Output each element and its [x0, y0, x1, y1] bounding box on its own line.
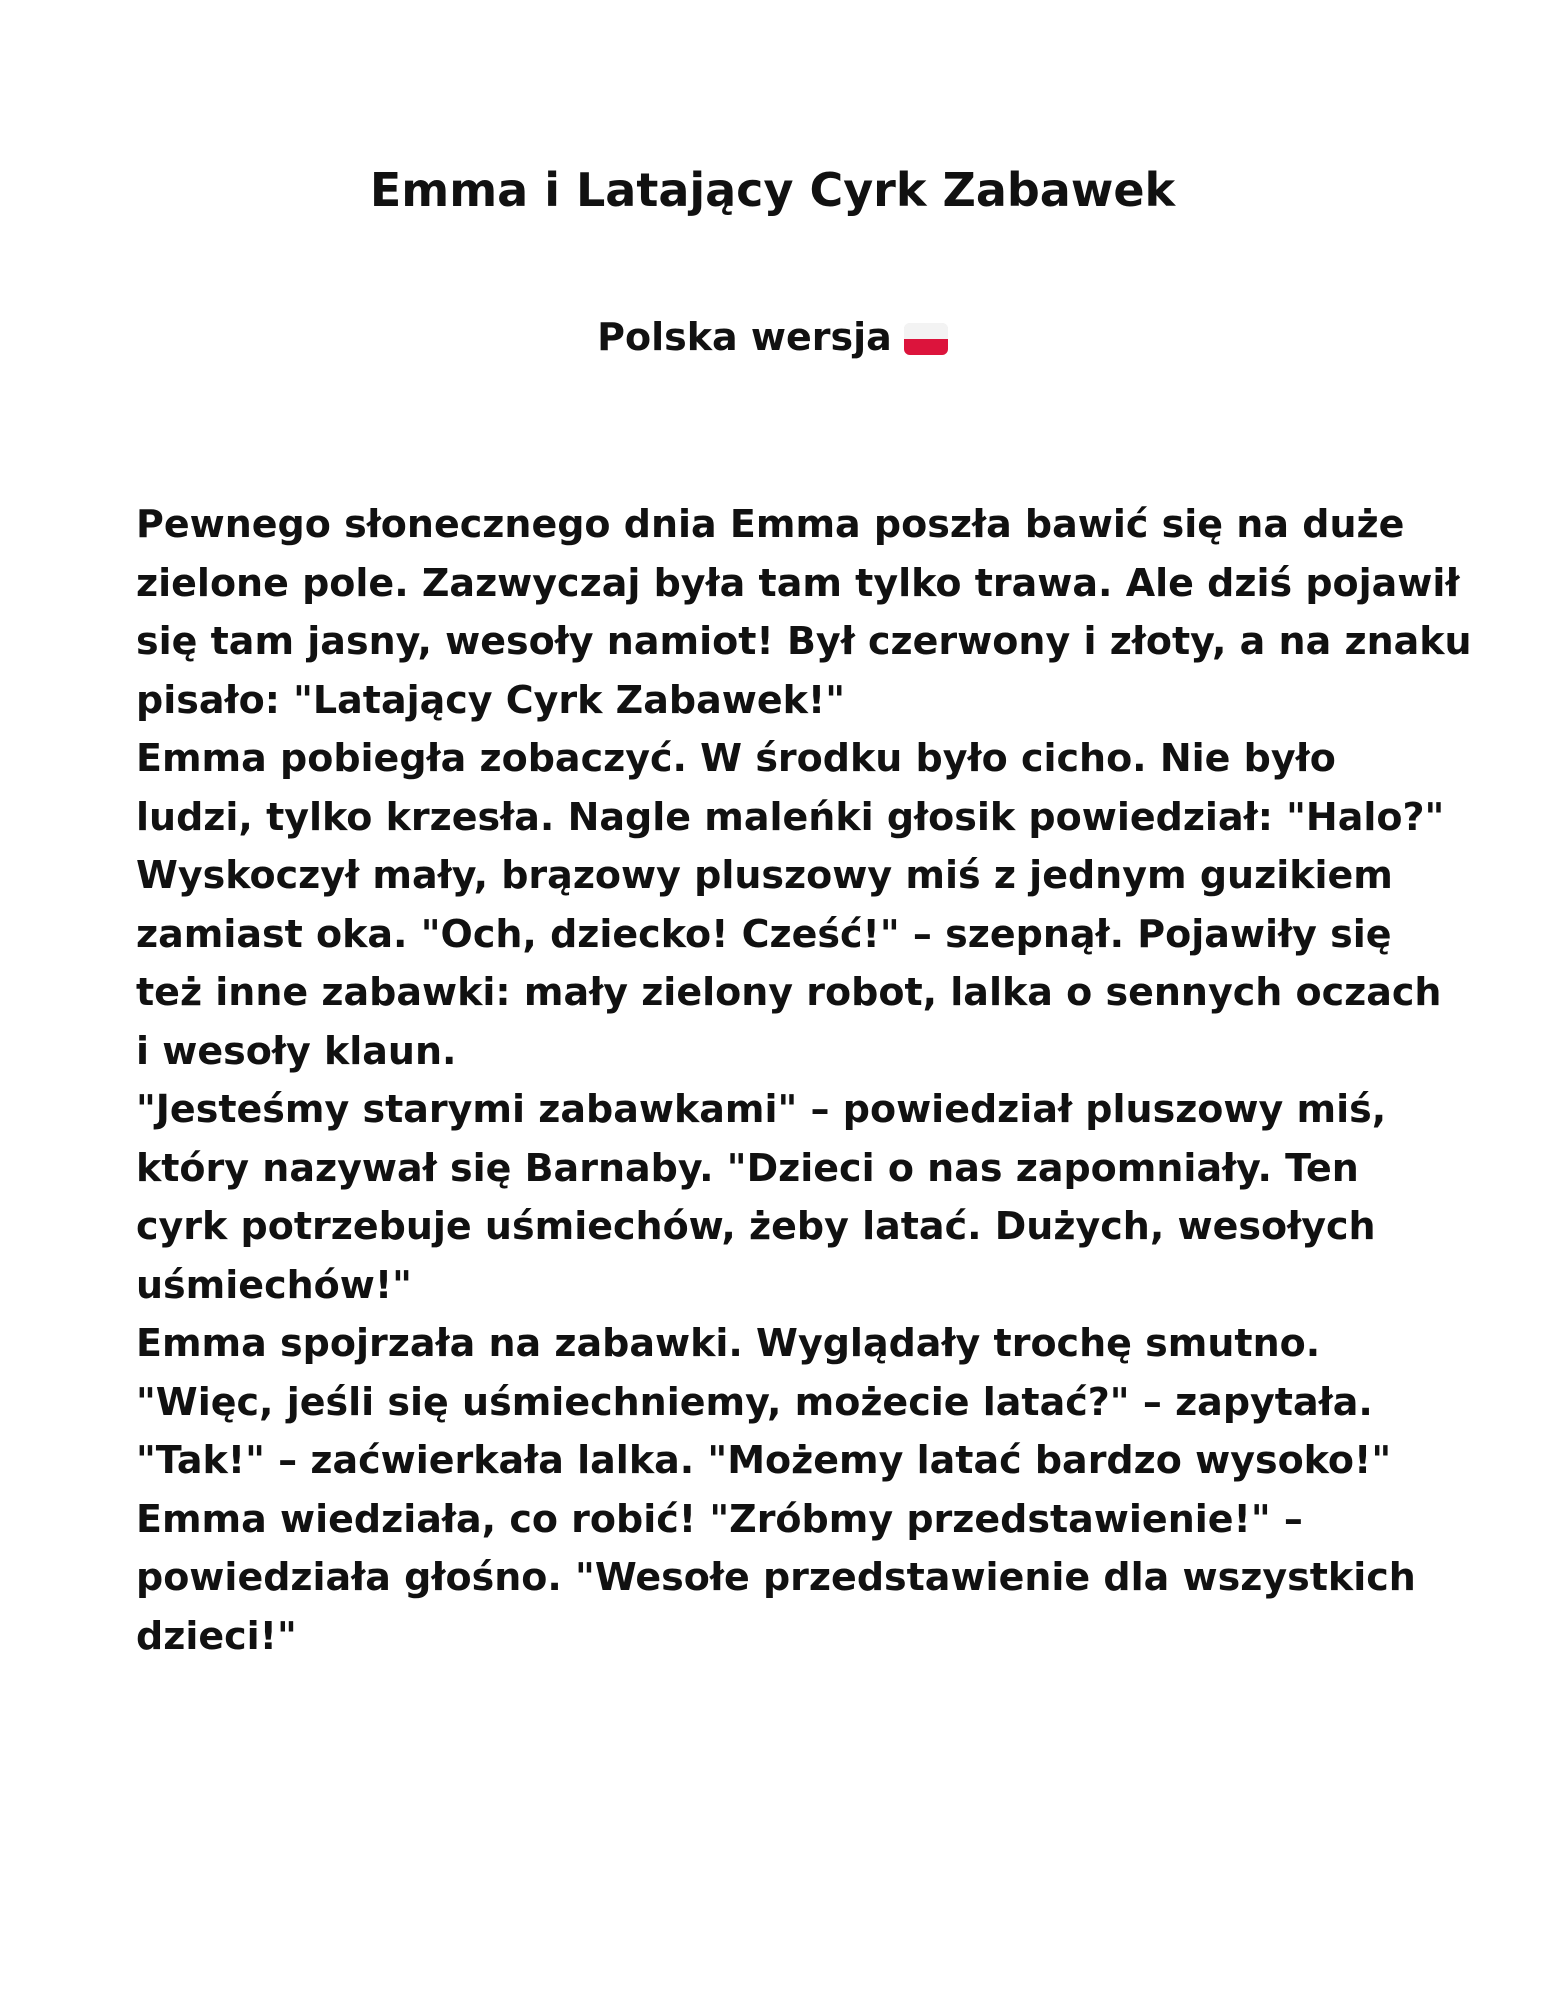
story-line: "Jesteśmy starymi zabawkami" – powiedział pluszowy miś,	[136, 1087, 1387, 1131]
story-line: Emma spojrzała na zabawki. Wyglądały trochę smutno.	[136, 1321, 1321, 1365]
poland-flag-icon	[904, 323, 948, 355]
story-line: zamiast oka. "Och, dziecko! Cześć!" – szepnął. Pojawiły się	[136, 911, 1392, 956]
document-subtitle	[0, 312, 1545, 362]
story-line: i wesoły klaun.	[136, 1028, 457, 1073]
story-line: Wyskoczył mały, brązowy pluszowy miś z jednym guzikiem	[136, 853, 1393, 897]
story-line: który nazywał się Barnaby. "Dzieci o nas zapomniały. Ten	[136, 1145, 1359, 1190]
story-line: Emma pobiegła zobaczyć. W środku było cicho. Nie było	[136, 736, 1336, 780]
story-line: powiedziała głośno. "Wesołe przedstawienie dla wszystkich	[136, 1555, 1416, 1599]
subtitle-text: Polska wersja	[597, 315, 892, 359]
story-line: się tam jasny, wesoły namiot! Był czerwony i złoty, a na znaku	[136, 619, 1472, 663]
story-line: pisało: "Latający Cyrk Zabawek!"	[136, 677, 845, 722]
story-text	[136, 495, 1472, 1665]
story-line: ludzi, tylko krzesła. Nagle maleńki głosik powiedział: "Halo?"	[136, 794, 1445, 839]
story-line: też inne zabawki: mały zielony robot, lalka o sennych oczach	[136, 970, 1442, 1014]
story-line: zielone pole. Zazwyczaj była tam tylko trawa. Ale dziś pojawił	[136, 560, 1460, 605]
story-line: Emma wiedziała, co robić! "Zróbmy przedstawienie!" –	[136, 1496, 1303, 1541]
story-line: Pewnego słonecznego dnia Emma poszła bawić się na duże	[136, 502, 1405, 546]
story-line: "Tak!" – zaćwierkała lalka. "Możemy latać bardzo wysoko!"	[136, 1438, 1392, 1482]
story-line: cyrk potrzebuje uśmiechów, żeby latać. Dużych, wesołych	[136, 1204, 1376, 1248]
story-line: uśmiechów!"	[136, 1262, 412, 1307]
story-line: "Więc, jeśli się uśmiechniemy, możecie latać?" – zapytała.	[136, 1379, 1373, 1424]
story-line: dzieci!"	[136, 1613, 297, 1658]
document-title: Emma i Latający Cyrk Zabawek	[369, 163, 1176, 217]
